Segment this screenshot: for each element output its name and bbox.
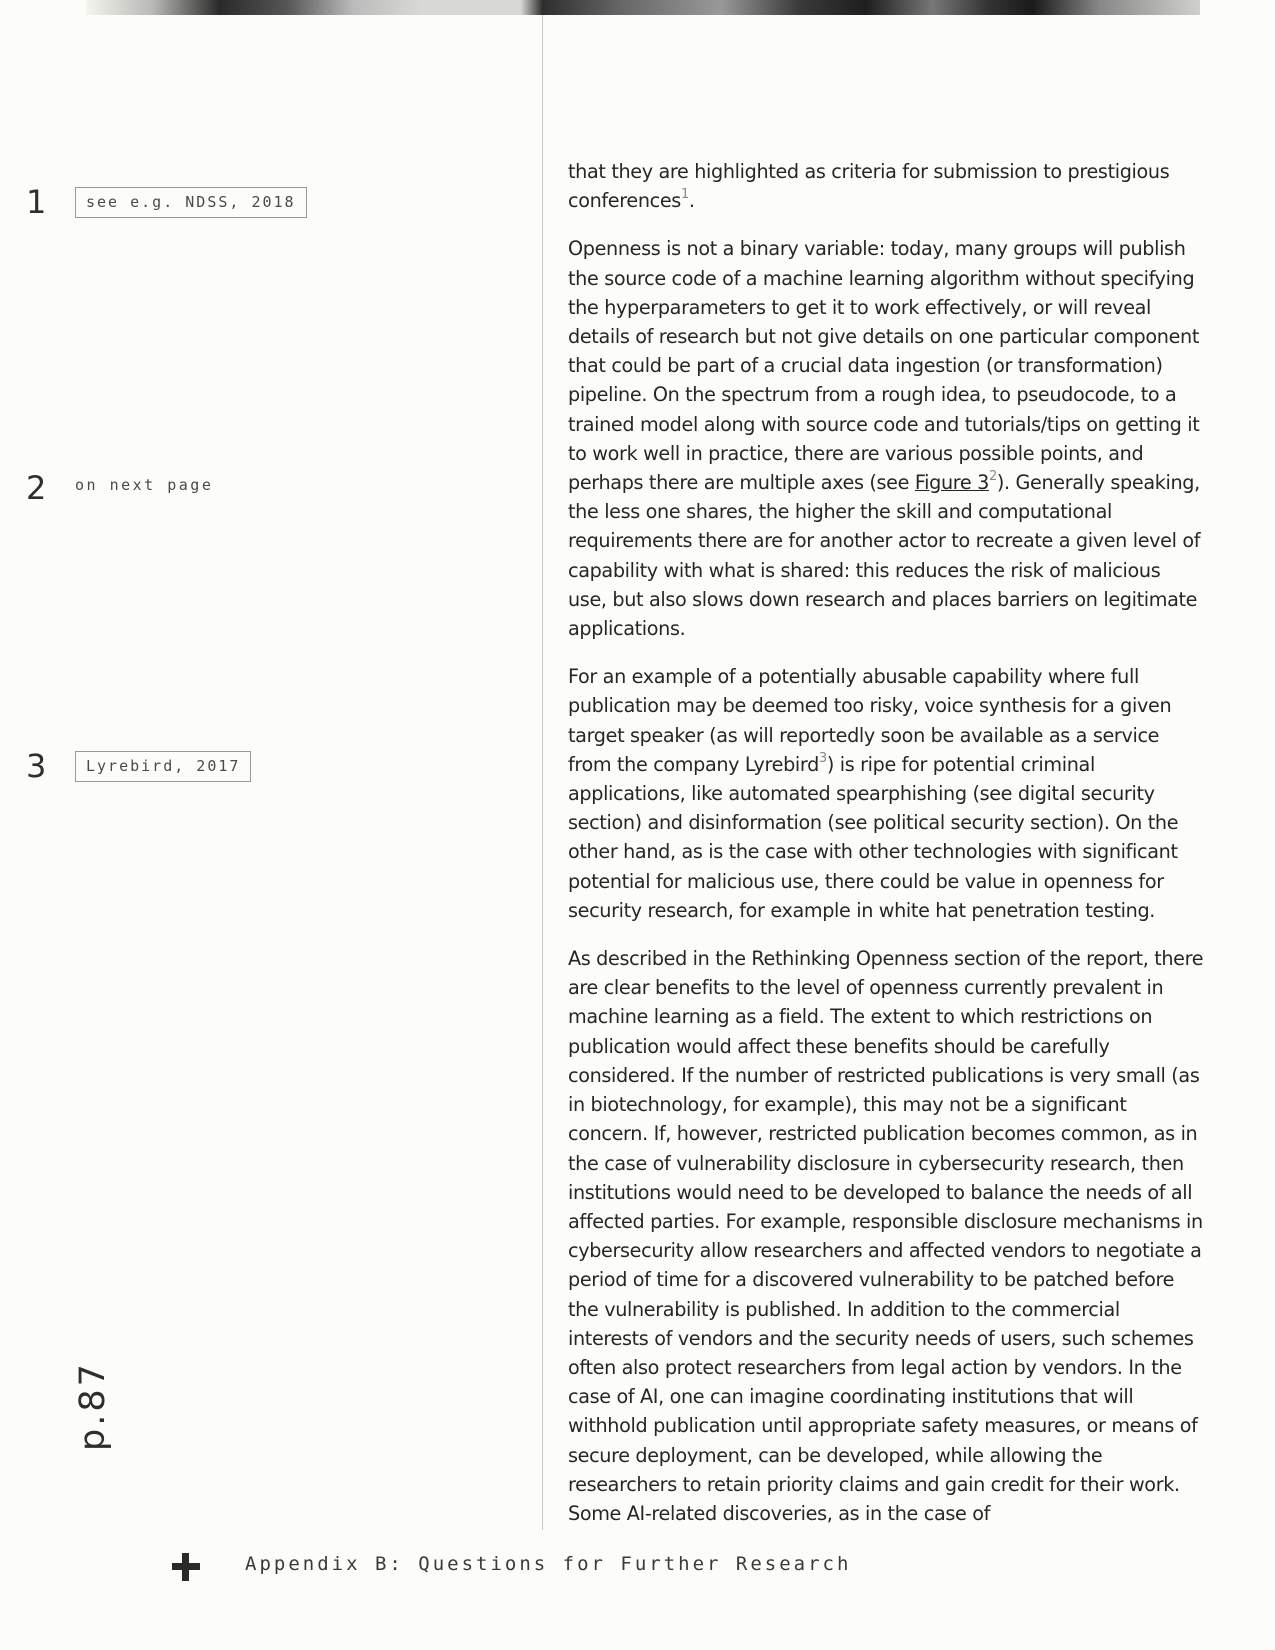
margin-note-text: on next page (75, 476, 214, 494)
margin-note-number: 1 (26, 183, 47, 221)
margin-note-citation: see e.g. NDSS, 2018 (75, 187, 307, 218)
margin-note-number: 2 (26, 469, 47, 507)
footer-section-title: Appendix B: Questions for Further Research (245, 1553, 852, 1575)
paragraph (568, 157, 1204, 215)
margin-note-number: 3 (26, 747, 47, 785)
paragraph-text: . (688, 189, 695, 213)
page-number: p.87 (73, 1361, 113, 1451)
figure-link[interactable]: Figure 3 (914, 471, 989, 495)
paragraph-text: For an example of a potentially abusable capability where full publication may be deemed too risky, voice synthesis for a given target speaker (as will reportedly soon be available as a service from the company Lyrebird (568, 665, 1172, 776)
paragraph-text: that they are highlighted as criteria for submission to prestigious conferences (568, 160, 1170, 213)
column-divider (542, 15, 543, 1530)
main-text-column (568, 157, 1204, 1547)
footnote-marker[interactable]: 1 (680, 187, 689, 203)
footnote-marker[interactable]: 2 (988, 469, 997, 485)
paragraph-text: As described in the Rethinking Openness section of the report, there are clear benefits to the level of openness currently prevalent in machine learning as a field. The extent to which restrictions on publication would affect these benefits should be carefully considered. If the number of restricted publications is very small (as in biotechnology, for example), this may not be a significant concern. If, however, restricted publication becomes common, as in the case of vulnerability disclosure in cybersecurity research, then institutions would need to be developed to balance the needs of all affected parties. For example, responsible disclosure mechanisms in cybersecurity allow researchers and affected vendors to negotiate a period of time for a discovered vulnerability to be patched before the vulnerability is published. In addition to the commercial interests of vendors and the security needs of users, such schemes often also protect researchers from legal action by vendors. In the case of AI, one can imagine coordinating institutions that will withhold publication until appropriate safety measures, or means of secure deployment, can be developed, while allowing the researchers to retain priority claims and gain credit for their work. Some AI-related discoveries, as in the case of (568, 947, 1204, 1525)
top-gradient-bar (86, 0, 1200, 15)
paragraph (568, 944, 1204, 1528)
paragraph-text: ). Generally speaking, the less one shares, the higher the skill and computational requirements there are for another actor to recreate a given level of capability with what is shared: this reduces the risk of malicious use, but also slows down research and places barriers on legitimate applications. (568, 471, 1201, 641)
margin-note-citation: Lyrebird, 2017 (75, 751, 251, 782)
paragraph (568, 662, 1204, 925)
paragraph (568, 234, 1204, 643)
paragraph-text: ) is ripe for potential criminal applications, like automated spearphishing (see digital security section) and disinformation (see political security section). On the other hand, as is the case with other technologies with significant potential for malicious use, there could be value in openness for security research, for example in white hat penetration testing. (568, 752, 1179, 922)
footnote-marker[interactable]: 3 (818, 750, 827, 766)
plus-icon (172, 1553, 200, 1581)
paragraph-text: Openness is not a binary variable: today, many groups will publish the source code of a machine learning algorithm without specifying the hyperparameters to get it to work effectively, or will reveal details of research but not give details on one particular component that could be part of a crucial data ingestion (or transformation) pipeline. On the spectrum from a rough idea, to pseudocode, to a trained model along with source code and tutorials/tips on getting it to work well in practice, there are various possible points, and perhaps there are multiple axes (see (568, 237, 1200, 495)
